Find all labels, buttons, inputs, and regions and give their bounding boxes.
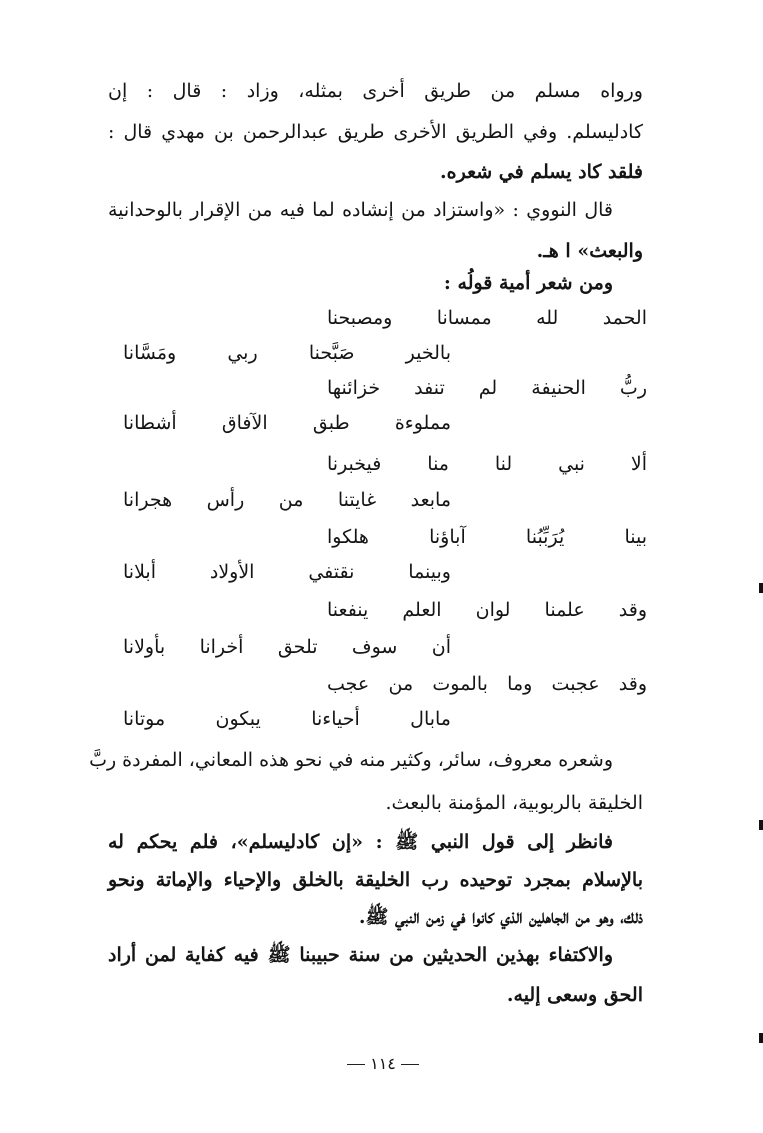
verse-1-first-half: الحمد لله ممسانا ومصبحنا xyxy=(327,307,647,329)
text-line-3: فلقد كاد يسلم في شعره. xyxy=(440,161,643,183)
closing-line-5: ذلك، وهو من الجاهلين الذي كانوا في زمن النبي ﷺ. xyxy=(358,906,643,928)
scan-edge-mark xyxy=(759,583,763,593)
verse-4-second-half: وبينما نقتفي الأولاد أبلانا xyxy=(123,561,451,583)
footer-dash-left xyxy=(347,1064,365,1065)
text-line-4: قال النووي : «واستزاد من إنشاده لما فيه من الإقرار بالوحدانية xyxy=(108,199,613,221)
closing-line-2: الخليقة بالربوبية، المؤمنة بالبعث. xyxy=(385,792,643,814)
verse-5-second-half: أن سوف تلحق أخرانا بأولانا xyxy=(123,636,451,658)
closing-line-6: والاكتفاء بهذين الحديثين من سنة حبيبنا ﷺ فيه كفاية لمن أراد xyxy=(108,944,613,966)
text-line-1: ورواه مسلم من طريق أخرى بمثله، وزاد : قال : إن xyxy=(108,80,643,102)
closing-line-3: فانظر إلى قول النبي ﷺ : «إن كادليسلم»، فلم يحكم له xyxy=(108,831,613,853)
verse-6-second-half: مابال أحياءنا يبكون موتانا xyxy=(123,708,451,730)
verse-3-first-half: ألا نبي لنا منا فيخبرنا xyxy=(327,453,647,475)
scan-edge-mark xyxy=(759,1033,763,1043)
closing-line-1: وشعره معروف، سائر، وكثير منه في نحو هذه المعاني، المفردة ربَّ xyxy=(89,749,613,771)
verse-1-second-half: بالخير صَبَّحنا ربي ومَسَّانا xyxy=(123,342,451,364)
verse-3-second-half: مابعد غايتنا من رأس هجرانا xyxy=(123,489,451,511)
closing-line-7: الحق وسعى إليه. xyxy=(506,984,643,1006)
text-line-5: والبعث» ا هـ. xyxy=(536,240,643,262)
footer-dash-right xyxy=(401,1064,419,1065)
scan-edge-mark xyxy=(759,820,763,830)
verse-2-first-half: ربُّ الحنيفة لم تنفد خزائنها xyxy=(327,377,647,399)
verse-2-second-half: مملوءة طبق الآفاق أشطانا xyxy=(123,412,451,434)
page-number-footer xyxy=(340,1054,426,1074)
closing-line-4: بالإسلام بمجرد توحيده رب الخليقة بالخلق والإحياء والإماتة ونحو xyxy=(108,869,643,891)
verse-6-first-half: وقد عجبت وما بالموت من عجب xyxy=(327,673,647,695)
verse-4-first-half: بينا يُرَبِّبُنا آباؤنا هلكوا xyxy=(327,526,647,548)
poem-intro: ومن شعر أمية قولُه : xyxy=(443,272,613,294)
text-line-2: كادليسلم. وفي الطريق الأخرى طريق عبدالرحمن بن مهدي قال : xyxy=(108,121,643,143)
page-number: ١١٤ xyxy=(370,1054,396,1073)
verse-5-first-half: وقد علمنا لوان العلم ينفعنا xyxy=(327,599,647,621)
